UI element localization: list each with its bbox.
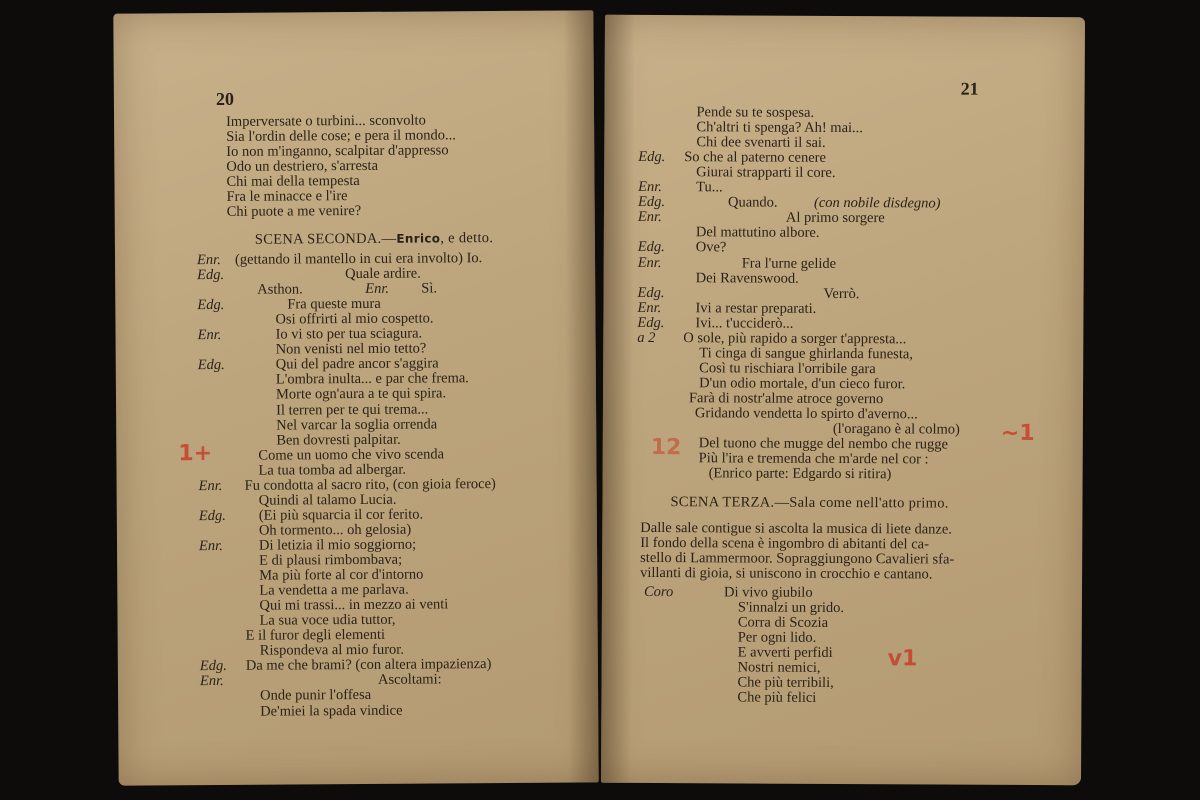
dialogue-line: Gridando vendetta lo spirto d'averno... xyxy=(694,405,918,423)
speaker-label: Enr. xyxy=(198,537,223,555)
speaker-label: Edg. xyxy=(637,284,665,301)
dialogue-line: E il furor degli elementi xyxy=(245,627,386,645)
verse-line: Odo un destriero, s'arresta xyxy=(226,157,379,175)
speaker-label: Edg. xyxy=(198,507,226,524)
right-page xyxy=(601,15,1085,786)
dialogue-line: Io vi sto per tua sciagura. xyxy=(275,325,423,343)
dialogue-line: (Enrico parte: Edgardo si ritira) xyxy=(708,465,892,483)
dialogue-line: Ch'altri ti spenga? Ah! mai... xyxy=(696,119,863,137)
page-number: 20 xyxy=(215,88,234,109)
chorus-line: Di vivo giubilo xyxy=(723,584,813,601)
dialogue-line: Da me che brami? (con altera impazienza) xyxy=(245,656,492,675)
dialogue-line: Dei Ravenswood. xyxy=(695,269,799,287)
dialogue-line: Così tu rischiara l'orribile gara xyxy=(699,360,876,378)
dialogue-line: Più l'ira e tremenda che m'arde nel cor : xyxy=(698,450,929,468)
dialogue-line: Rispondeva al mio furor. xyxy=(259,641,404,659)
verse-line: Io non m'inganno, scalpitar d'appresso xyxy=(226,142,449,160)
dialogue-line: Fra queste mura xyxy=(287,295,381,313)
speaker-label: Enr. xyxy=(638,179,662,196)
dialogue-line: L'ombra inulta... e par che frema. xyxy=(275,370,469,388)
dialogue-line: Come un uomo che vivo scenda xyxy=(258,446,445,464)
chorus-line: Corra di Scozia xyxy=(737,614,829,631)
dialogue-line: So che al paterno cenere xyxy=(684,149,827,167)
dialogue-line: Tu... xyxy=(696,179,723,196)
speaker-label: Enr. xyxy=(198,477,223,494)
dialogue-line: (l'oragano è al colmo) xyxy=(832,420,960,438)
dialogue-line: D'un odio mortale, d'un cieco furor. xyxy=(699,375,906,393)
dialogue-line: Oh tormento... oh gelosia) xyxy=(258,521,412,539)
chorus-line: Nostri nemici, xyxy=(737,659,821,676)
dialogue-line: Ben dovresti palpitar. xyxy=(276,431,401,449)
speaker-label: Enr. xyxy=(199,673,224,690)
speaker-label: Edg. xyxy=(637,194,666,211)
speaker-label: Edg. xyxy=(638,149,666,166)
dialogue-line: (gettando il mantello in cui era involto) Io. xyxy=(234,250,483,268)
verse-line: Sia l'ordin delle cose; e pera il mondo... xyxy=(226,127,456,145)
speaker-label: Edg. xyxy=(637,239,665,256)
chorus-line: E avverti perfidi xyxy=(737,644,833,661)
chorus-line: Che più felici xyxy=(737,689,817,706)
dialogue-line: Qui mi trassi... in mezzo ai venti xyxy=(259,596,449,614)
stage-prose: Dalle sale contigue si ascolta la musica di liete danze. xyxy=(640,519,953,538)
speaker-label: Enr. xyxy=(197,327,222,344)
dialogue-line: Qui del padre ancor s'aggira xyxy=(275,355,439,373)
left-page xyxy=(113,10,598,785)
dialogue-line: Asthon. xyxy=(257,281,303,298)
chorus-line: Per ogni lido. xyxy=(737,629,817,646)
dialogue-line: Del tuono che mugge del nembo che rugge xyxy=(698,435,949,453)
scene-heading: SCENA TERZA.—Sala come nell'atto primo. xyxy=(670,494,949,512)
verse-line: Sì. xyxy=(421,280,438,297)
dialogue-line: Quindi al talamo Lucia. xyxy=(258,491,397,509)
dialogue-line: La sua voce udia tuttor, xyxy=(259,611,396,629)
stage-prose: villanti di gioia, si uniscono in crocchio e cantano. xyxy=(640,564,933,583)
dialogue-line: Ti cinga di sangue ghirlanda funesta, xyxy=(699,345,913,363)
speaker-label: Enr. xyxy=(637,209,662,226)
dialogue-line: Osi offrirti al mio cospetto. xyxy=(275,310,434,328)
scene-heading xyxy=(255,231,493,248)
dialogue-line: Morte ogn'aura a te qui spira. xyxy=(275,385,447,403)
pencil-annotation: ~1 xyxy=(1000,420,1035,447)
dialogue-line: Nel varcar la soglia orrenda xyxy=(276,415,438,434)
dialogue-line: Onde punir l'offesa xyxy=(260,687,372,705)
dialogue-line: Giurai strapparti il core. xyxy=(696,164,836,182)
pencil-annotation: v1 xyxy=(887,646,918,672)
stage-prose: stello di Lammermoor. Sopraggiungono Cavalieri sfa- xyxy=(640,549,955,568)
speaker-label: Edg. xyxy=(637,314,665,331)
fold-shadow xyxy=(601,15,635,783)
dialogue-line: Ivi... t'ucciderò... xyxy=(695,314,794,332)
dialogue-line: (Ei più squarcia il cor ferito. xyxy=(258,506,424,524)
verse-line: Chi mai della tempesta xyxy=(226,172,360,190)
dialogue-line: Verrò. xyxy=(823,285,860,302)
dialogue-line: Di letizia il mio soggiorno; xyxy=(258,536,417,554)
scene-rest: , e detto. xyxy=(440,230,494,247)
dialogue-line: Ove? xyxy=(695,239,727,256)
dialogue-line: Ma più forte al cor d'intorno xyxy=(259,566,424,584)
speaker-label: Edg. xyxy=(197,297,225,314)
dialogue-line: Ascoltami: xyxy=(377,671,442,689)
dialogue-line: Fu condotta al sacro rito, (con gioia feroce) xyxy=(244,475,496,494)
dialogue-line: O sole, più rapido a sorger t'appresta... xyxy=(683,329,907,348)
speaker-label: Edg. xyxy=(199,658,227,675)
speaker-label: Enr. xyxy=(196,251,221,269)
speaker-label: a 2 xyxy=(637,329,656,346)
dialogue-line: De'miei la spada vindice xyxy=(260,702,403,720)
speaker-label: Edg. xyxy=(197,266,225,284)
dialogue-line: Al primo sorgere xyxy=(785,210,885,227)
fold-shadow xyxy=(563,10,598,782)
page-number: 21 xyxy=(960,78,979,99)
speaker-label: Enr. xyxy=(637,254,662,271)
verse-line: Imperversate o turbini... sconvolto xyxy=(226,112,426,130)
chorus-line: Che più terribili, xyxy=(737,674,834,691)
dialogue-line: Del mattutino albore. xyxy=(695,224,820,242)
stage-prose: Il fondo della scena è ingombro di abitanti del ca- xyxy=(640,534,929,553)
dialogue-line: Ivi a restar preparati. xyxy=(695,299,817,317)
dialogue-line: Fra l'urne gelide xyxy=(741,254,837,272)
speaker-label: Edg. xyxy=(197,357,225,374)
dialogue-line: Non venisti nel mio tetto? xyxy=(275,340,427,358)
verse-line: Fra le minacce e l'ire xyxy=(226,188,348,205)
dialogue-line: La tua tomba ad albergar. xyxy=(258,461,407,479)
verse-line: Chi puote a me venire? xyxy=(226,202,362,220)
dialogue-line: Il terren per te qui trema... xyxy=(276,400,429,419)
stage-direction: (con nobile disdegno) xyxy=(813,194,941,212)
dialogue-line: Quale ardire. xyxy=(345,265,421,283)
chorus-label: Coro xyxy=(643,583,674,601)
chorus-line: S'innalzi un grido. xyxy=(737,599,845,617)
pencil-annotation: 1+ xyxy=(178,441,213,467)
dialogue-line: Pende su te sospesa. xyxy=(696,104,815,121)
dialogue-line: E di plausi rimbombava; xyxy=(259,551,403,569)
scene-title: SCENA SECONDA.— xyxy=(254,230,397,248)
dialogue-line: La vendetta a me parlava. xyxy=(259,581,409,599)
speaker-label: Enr. xyxy=(637,299,662,316)
speaker-label: Enr. xyxy=(365,280,390,297)
dialogue-line: Quando. xyxy=(727,194,778,211)
dialogue-line: Chi dee svenarti il sai. xyxy=(696,134,826,151)
scene-character: Enrico xyxy=(396,231,441,246)
pencil-annotation: 12 xyxy=(650,434,682,461)
dialogue-line: Farà di nostr'alme atroce governo xyxy=(688,390,884,408)
